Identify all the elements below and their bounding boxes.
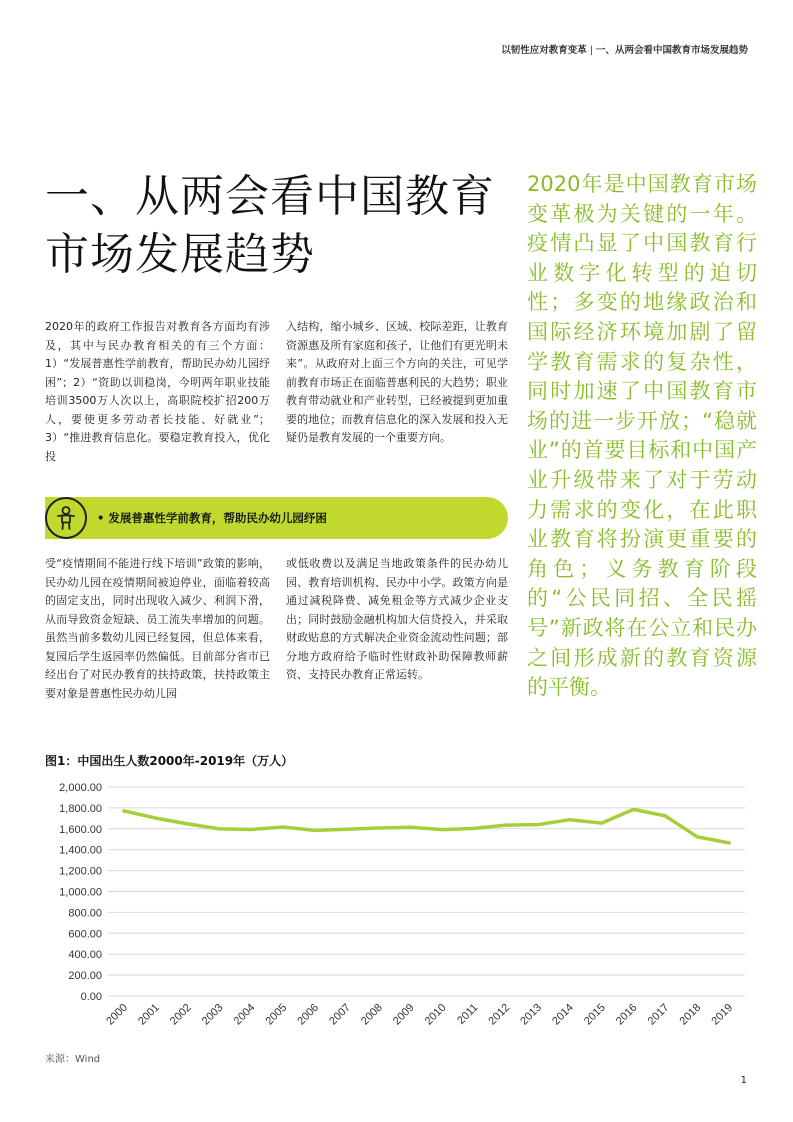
data-point xyxy=(632,808,635,811)
series-line xyxy=(124,809,729,843)
data-point xyxy=(441,828,444,831)
x-tick-label: 2015 xyxy=(581,1001,608,1028)
page-number: 1 xyxy=(740,1075,747,1086)
data-point xyxy=(600,821,603,824)
x-tick-label: 2009 xyxy=(390,1001,417,1028)
data-point xyxy=(568,818,571,821)
data-point xyxy=(473,827,476,830)
x-tick-label: 2003 xyxy=(199,1001,226,1028)
data-point xyxy=(218,827,221,830)
y-tick-label: 1,800.00 xyxy=(59,802,102,815)
x-tick-label: 2005 xyxy=(263,1001,290,1028)
x-tick-label: 2011 xyxy=(455,1001,481,1027)
child-icon xyxy=(45,497,87,539)
data-point xyxy=(409,826,412,829)
section1-column-1: 受“疫情期间不能进行线下培训”政策的影响，民办幼儿园在疫情期间被迫停业，面临着较高的固定支出，同时出现收入减少、利润下滑，从而导致资金短缺、员工流失率增加的问题。虽然当前多数幼儿园已经复园，但总体来看，复园后学生返园率仍然偏低。目前部分省市已经出台了对民办教育的扶持政策，扶持政策主要对象是普惠性民办幼儿园 xyxy=(45,557,270,700)
x-tick-label: 2013 xyxy=(518,1001,545,1028)
section-banner xyxy=(45,497,508,539)
data-point xyxy=(313,829,316,832)
data-point xyxy=(345,828,348,831)
y-tick-label: 600.00 xyxy=(68,928,102,941)
running-header xyxy=(501,42,748,56)
header-separator: | xyxy=(589,45,593,56)
data-point xyxy=(122,809,125,812)
y-tick-label: 1,600.00 xyxy=(59,823,102,836)
x-tick-label: 2001 xyxy=(136,1001,162,1028)
y-tick-label: 400.00 xyxy=(68,949,102,962)
x-tick-label: 2014 xyxy=(550,1001,576,1028)
y-tick-label: 1,200.00 xyxy=(59,865,102,878)
page-title: 一、从两会看中国教育市场发展趋势 xyxy=(45,171,495,280)
y-tick-label: 1,000.00 xyxy=(59,886,102,899)
intro-column-1: 2020年的政府工作报告对教育各方面均有涉及，其中与民办教育相关的有三个方面：1）“发展普惠性学前教育，帮助民办幼儿园纾困”；2）“资助以训稳岗，今明两年职业技能培训3500万人次以上，高职院校扩招200万人，要使更多劳动者长技能、好就业”；3）“推进教育信息化。要稳定教育投入，优化投 xyxy=(45,320,270,463)
y-tick-label: 800.00 xyxy=(68,907,102,920)
header-chapter: 一、从两会看中国教育市场发展趋势 xyxy=(595,45,748,56)
pull-quote: 2020年是中国教育市场变革极为关键的一年。疫情凸显了中国教育行业数字化转型的迫切性；多变的地缘政治和国际经济环境加剧了留学教育需求的复杂性，同时加速了中国教育市场的进一步开放；“稳就业”的首要目标和中国产业升级带来了对于劳动力需求的变化，在此职业教育将扮演更重要的角色；义务教育阶段的“公民同招、全民摇号”新政将在公立和民办之间形成新的教育资源的平衡。 xyxy=(527,172,757,700)
y-tick-label: 2,000.00 xyxy=(59,782,102,794)
chart-title: 图1：中国出生人数2000年-2019年（万人） xyxy=(45,754,294,768)
intro-column-2: 入结构，缩小城乡、区域、校际差距，让教育资源惠及所有家庭和孩子，让他们有更光明未来”。从政府对上面三个方向的关注，可见学前教育市场正在面临普惠利民的大趋势；职业教育带动就业和产业转型，已经被提到更加重要的地位；而教育信息化的深入发展和投入无疑仍是教育发展的一个重要方向。 xyxy=(286,320,508,444)
data-point xyxy=(664,814,667,817)
x-tick-label: 2004 xyxy=(231,1001,258,1028)
x-tick-label: 2017 xyxy=(645,1001,672,1028)
data-point xyxy=(250,828,253,831)
data-point xyxy=(696,835,699,838)
y-tick-label: 0.00 xyxy=(80,991,102,1003)
banner-heading: • 发展普惠性学前教育，帮助民办幼儿园纾困 xyxy=(97,511,327,525)
data-point xyxy=(505,824,508,827)
x-tick-label: 2018 xyxy=(677,1001,704,1028)
x-tick-label: 2008 xyxy=(359,1001,385,1028)
x-tick-label: 2007 xyxy=(327,1001,353,1028)
source-note: 来源：Wind xyxy=(45,1054,101,1065)
x-tick-label: 2019 xyxy=(709,1001,736,1028)
data-point xyxy=(186,822,189,825)
x-tick-label: 2002 xyxy=(167,1001,194,1028)
data-point xyxy=(154,817,157,820)
births-line-chart xyxy=(40,775,760,1040)
data-point xyxy=(727,841,730,844)
x-tick-label: 2000 xyxy=(104,1001,131,1028)
data-point xyxy=(377,826,380,829)
data-point xyxy=(536,823,539,826)
header-section: 以韧性应对教育变革 xyxy=(501,45,587,56)
x-tick-label: 2006 xyxy=(295,1001,322,1028)
data-point xyxy=(282,825,285,828)
x-tick-label: 2010 xyxy=(422,1001,449,1028)
y-tick-label: 200.00 xyxy=(68,970,102,983)
x-tick-label: 2012 xyxy=(486,1001,513,1028)
section1-column-2: 或低收费以及满足当地政策条件的民办幼儿园、教育培训机构、民办中小学。政策方向是通过减税降费、减免租金等方式减少企业支出；同时鼓励金融机构加大信贷投入，并采取财政贴息的方式解决企业资金流动性问题；部分地方政府给予临时性财政补助保障教师薪资、支持民办教育正常运转。 xyxy=(286,557,508,681)
y-tick-label: 1,400.00 xyxy=(59,844,102,857)
x-tick-label: 2016 xyxy=(613,1001,640,1028)
